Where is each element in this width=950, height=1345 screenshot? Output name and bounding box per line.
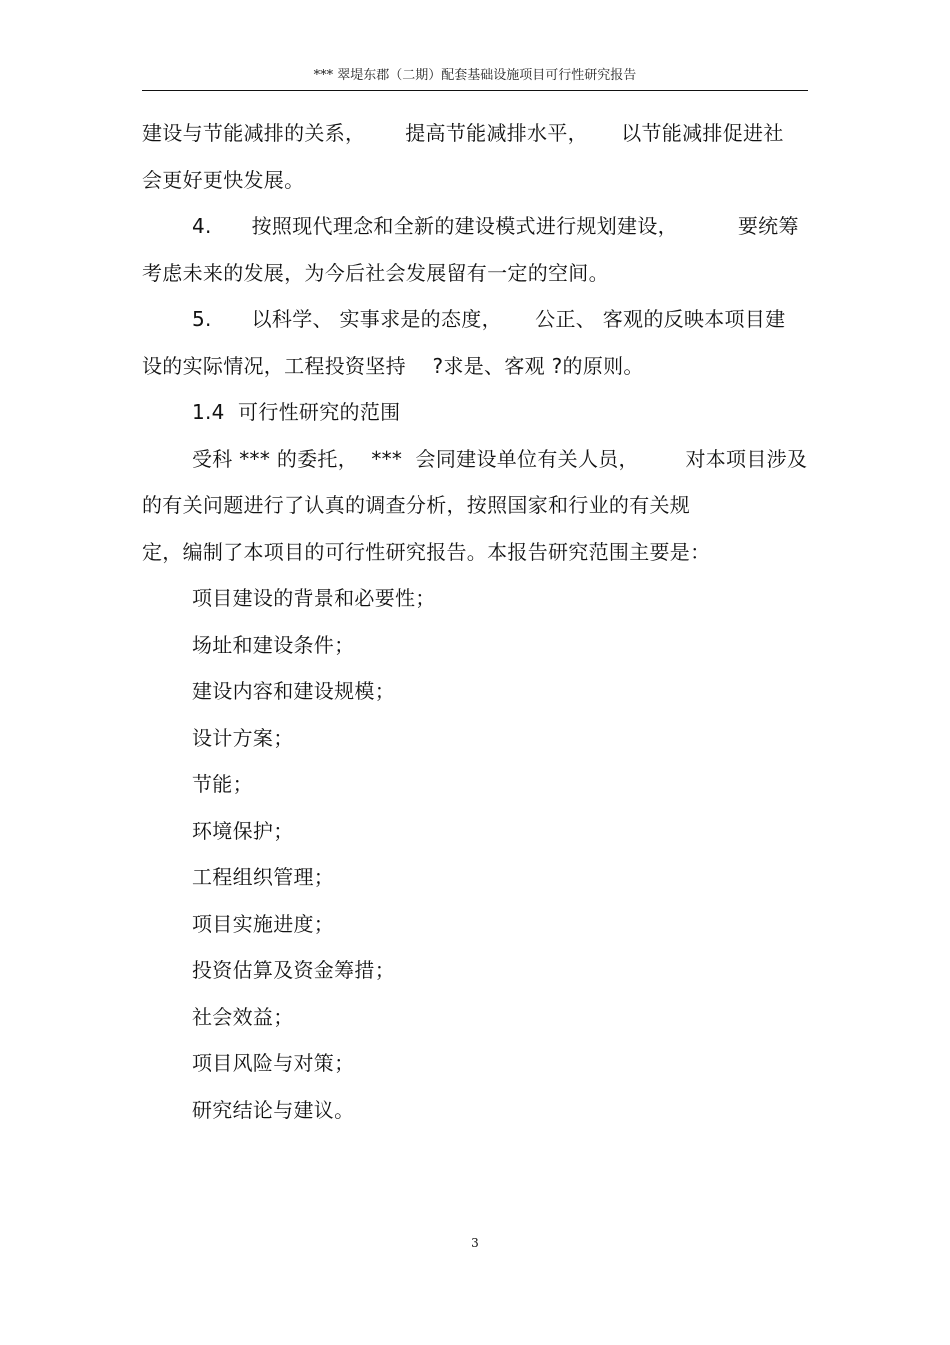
scope-item: 建设内容和建设规模； xyxy=(192,679,395,703)
scope-item: 项目风险与对策； xyxy=(192,1051,355,1075)
page-number: 3 xyxy=(471,1236,479,1250)
body-line: 会更好更快发展。 xyxy=(142,168,305,192)
scope-item: 场址和建设条件； xyxy=(192,633,355,657)
body-line: 建设与节能减排的关系， 提高节能减排水平， 以节能减排促进社 xyxy=(142,121,784,145)
scope-item: 节能； xyxy=(192,772,253,796)
list-item-5: 5. 以科学、 实事求是的态度， 公正、 客观的反映本项目建 xyxy=(192,307,786,331)
scope-item: 研究结论与建议。 xyxy=(192,1098,355,1122)
header-title: *** 翠堤东郡（二期）配套基础设施项目可行性研究报告 xyxy=(313,68,637,83)
body-line: 考虑未来的发展，为今后社会发展留有一定的空间。 xyxy=(142,261,609,285)
scope-item: 投资估算及资金筹措； xyxy=(192,958,395,982)
scope-item: 社会效益； xyxy=(192,1005,294,1029)
list-item-4: 4. 按照现代理念和全新的建设模式进行规划建设， 要统筹 xyxy=(192,214,799,238)
body-line: 定，编制了本项目的可行性研究报告。本报告研究范围主要是： xyxy=(142,540,711,564)
header-divider xyxy=(142,90,808,91)
scope-item: 设计方案； xyxy=(192,726,294,750)
scope-item: 工程组织管理； xyxy=(192,865,335,889)
body-line: 的有关问题进行了认真的调查分析，按照国家和行业的有关规 xyxy=(142,493,691,517)
section-heading: 1.4 可行性研究的范围 xyxy=(192,400,401,424)
scope-item: 项目实施进度； xyxy=(192,912,335,936)
body-line: 受科 *** 的委托， *** 会同建设单位有关人员， 对本项目涉及 xyxy=(192,447,808,471)
body-line: 设的实际情况，工程投资坚持 ?求是、客观 ?的原则。 xyxy=(142,354,644,378)
scope-item: 环境保护； xyxy=(192,819,294,843)
scope-item: 项目建设的背景和必要性； xyxy=(192,586,436,610)
